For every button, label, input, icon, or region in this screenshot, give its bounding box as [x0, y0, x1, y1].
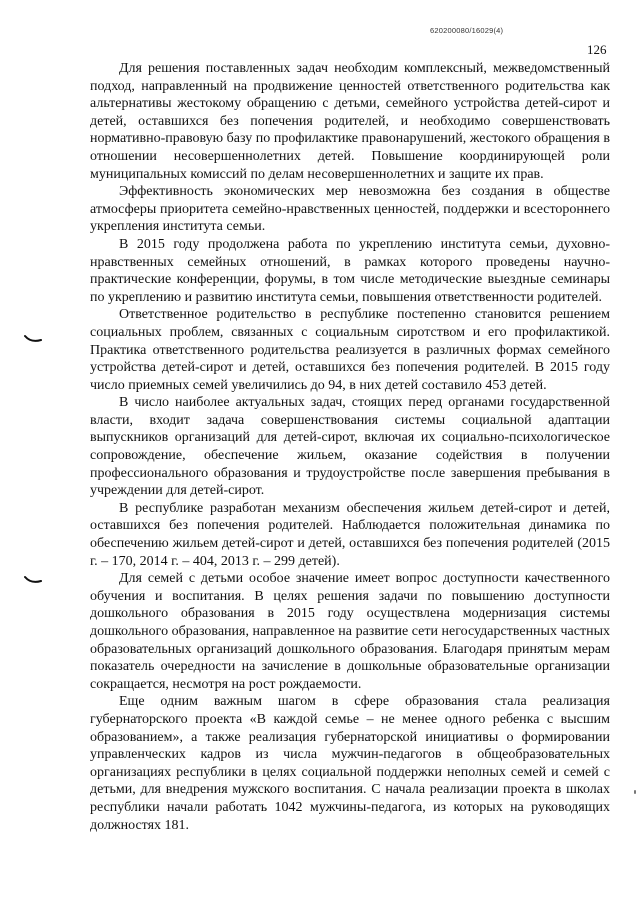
paragraph: Еще одним важным шагом в сфере образования стала реализация губернаторского проекта «В каждой семье – не менее одного ребенка с высшим образованием», а также реализация губернаторской инициативы о формировании управленческих кадров из числа мужчин-педагогов в общеобразовательных организациях республики в целях социальной поддержки неполных семей и семей с детьми, для внедрения мужского воспитания. С начала реализации проекта в школах республики начали работать 1042 мужчины-педагога, из которых на руководящих должностях 181. [90, 694, 610, 833]
margin-check-mark [24, 333, 42, 345]
margin-check-mark [24, 574, 42, 586]
paragraph: Эффективность экономических мер невозможна без создания в обществе атмосферы приоритета семейно-нравственных ценностей, поддержки и всестороннего укрепления института семьи. [90, 184, 610, 235]
page-number: 126 [587, 42, 607, 57]
paragraph: Ответственное родительство в республике постепенно становится решением социальных проблем, связанных с социальным сиротством и его профилактикой. Практика ответственного родительства реализуется в различных формах семейного устройства детей-сирот и детей, оставшихся без попечения родителей. В 2015 году число приемных семей увеличились до 94, в них детей составило 453 детей. [90, 307, 610, 393]
paragraph: Для семей с детьми особое значение имеет вопрос доступности качественного обучения и воспитания. В целях решения задачи по повышению доступности дошкольного образования в 2015 году осуществлена модернизация системы дошкольного образования, направленное на развитие сети негосударственных частных образовательных организаций дошкольного образования. Благодаря принятым мерам показатель очередности на зачисление в дошкольные образовательные организации сокращается, несмотря на рост рождаемости. [90, 571, 610, 692]
document-code: 620200080/16029(4) [430, 26, 504, 35]
paragraph: Для решения поставленных задач необходим комплексный, межведомственный подход, направленный на продвижение ценностей ответственного родительства как альтернативы жестокому обращению с детьми, семейного устройства детей-сирот и детей, оставшихся без попечения родителей, и необходимо совершенствовать нормативно-правовую базу по профилактике правонарушений, жестокого обращения в отношении несовершеннолетних детей. Повышение координирующей роли муниципальных комиссий по делам несовершеннолетних и защите их прав. [90, 61, 610, 182]
scan-artifact [634, 790, 636, 794]
paragraph: В 2015 году продолжена работа по укреплению института семьи, духовно-нравственных семейных отношений, в рамках которого проведены научно-практические конференции, форумы, в том числе методические выездные семинары по укреплению и развитию института семьи, повышения ответственности родителей. [90, 236, 610, 305]
paragraph: В республике разработан механизм обеспечения жильем детей-сирот и детей, оставшихся без попечения родителей. Наблюдается положительная динамика по обеспечению жильем детей-сирот и детей, оставшихся без попечения родителей (2015 г. – 170, 2014 г. – 404, 2013 г. – 299 детей). [90, 500, 610, 569]
document-body [90, 60, 610, 834]
paragraph: В число наиболее актуальных задач, стоящих перед органами государственной власти, входит задача совершенствования системы социальной адаптации выпускников организаций для детей-сирот, включая их социально-психологическое сопровождение, обеспечение жильем, оказание содействия в получении профессионального образования и трудоустройстве после завершения пребывания в учреждении для детей-сирот. [90, 395, 610, 499]
